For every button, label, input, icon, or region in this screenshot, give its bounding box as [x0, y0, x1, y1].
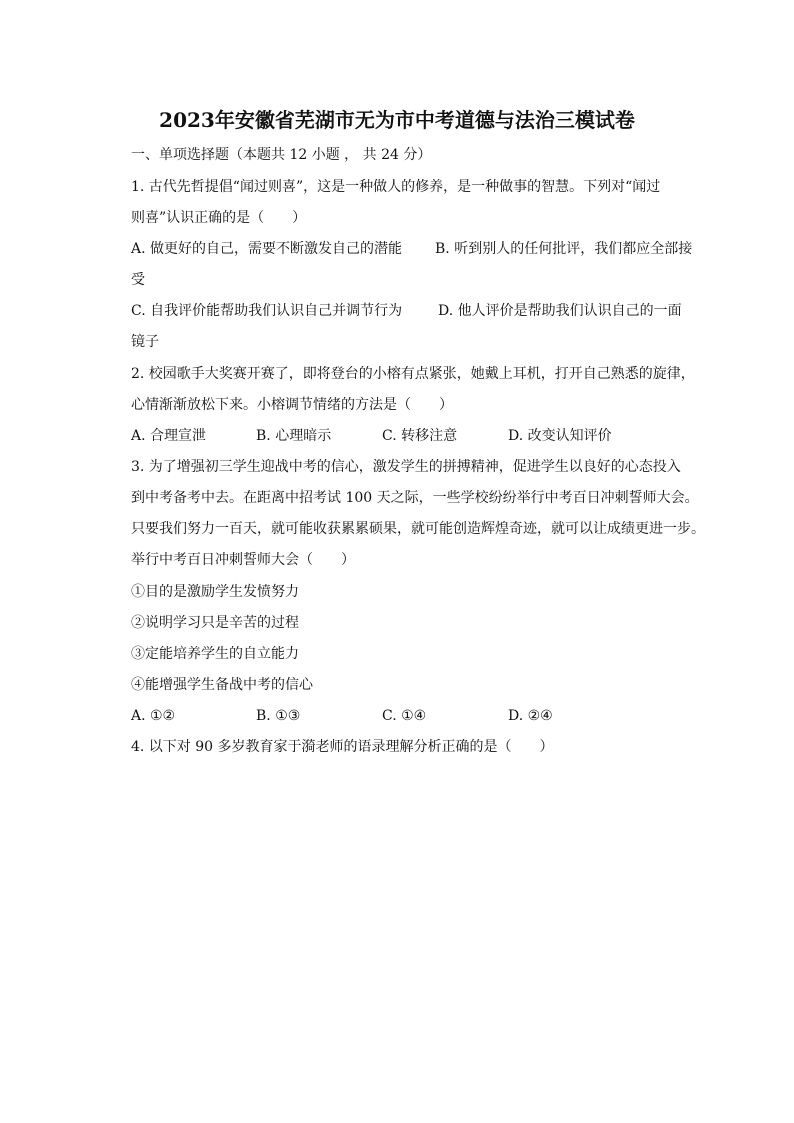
question-3-statement-1: ①目的是激励学生发愤努力	[131, 584, 299, 600]
question-1-text-line-1: 1. 古代先哲提倡“闻过则喜”，这是一种做人的修养，是一种做事的智慧。下列对“闻过	[131, 179, 661, 195]
question-4-text-line-1: 4. 以下对 90 多岁教育家于漪老师的语录理解分析正确的是（ ）	[131, 739, 554, 755]
question-2-text-line-1: 2. 校园歌手大奖赛开赛了，即将登台的小榕有点紧张，她戴上耳机，打开自己熟悉的旋律，	[131, 366, 695, 382]
question-3-text-line-2: 到中考备考中去。在距离中招考试 100 天之际，一些学校纷纷举行中考百日冲刺誓师大会。	[131, 490, 699, 506]
question-1-option-d: D. 他人评价是帮助我们认识自己的一面	[438, 303, 682, 319]
page-title: 2023年安徽省芜湖市无为市中考道德与法治三模试卷	[159, 108, 635, 132]
question-3-option-d: D. ②④	[508, 708, 553, 724]
question-3-option-b: B. ①③	[256, 708, 301, 724]
question-3-statement-3: ③定能培养学生的自立能力	[131, 646, 299, 662]
question-1-option-b: B. 听到别人的任何批评，我们都应全部接	[435, 241, 693, 257]
question-2-option-c: C. 转移注意	[382, 428, 458, 444]
question-1-text-line-2: 则喜”认识正确的是（ ）	[131, 210, 307, 226]
question-3-text-line-1: 3. 为了增强初三学生迎战中考的信心，激发学生的拼搏精神，促进学生以良好的心态投入	[131, 459, 681, 475]
question-1-option-c: C. 自我评价能帮助我们认识自己并调节行为	[131, 303, 403, 319]
question-3-option-c: C. ①④	[382, 708, 427, 724]
question-3-text-line-3: 只要我们努力一百天，就可能收获累累硕果，就可能创造辉煌奇迹，就可以让成绩更进一步。	[131, 521, 705, 537]
question-2-option-d: D. 改变认知评价	[508, 428, 612, 444]
question-3-statement-2: ②说明学习只是辛苦的过程	[131, 615, 299, 631]
question-1-option-d-continued: 镜子	[131, 334, 159, 350]
question-1-option-b-continued: 受	[131, 272, 145, 288]
question-1-option-a: A. 做更好的自己，需要不断激发自己的潜能	[131, 241, 403, 257]
question-2-option-a: A. 合理宣泄	[131, 428, 207, 444]
question-2-text-line-2: 心情渐渐放松下来。小榕调节情绪的方法是（ ）	[131, 397, 453, 413]
question-3-option-a: A. ①②	[131, 708, 176, 724]
question-3-text-line-4: 举行中考百日冲刺誓师大会（ ）	[131, 552, 355, 568]
question-2-option-b: B. 心理暗示	[256, 428, 332, 444]
question-3-statement-4: ④能增强学生备战中考的信心	[131, 677, 313, 693]
section-heading: 一、单项选择题（本题共 12 小题 ， 共 24 分）	[131, 147, 432, 163]
